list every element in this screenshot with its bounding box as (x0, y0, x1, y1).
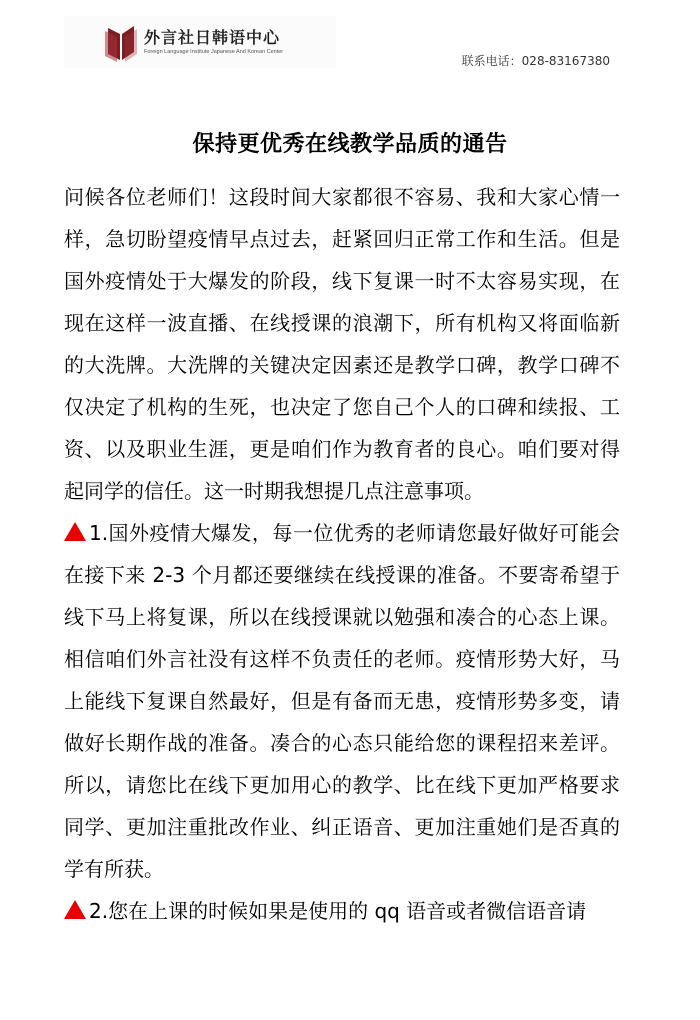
point-2-paragraph (64, 890, 620, 932)
point-1-paragraph (64, 512, 620, 890)
document-body (64, 176, 620, 932)
book-logo-icon (104, 22, 138, 62)
header-logo (64, 16, 336, 68)
logo-subtitle: Foreign Language Institute Japanese And Korean Center (144, 49, 284, 55)
logo-text (144, 28, 283, 56)
point-2-text: 2.您在上课的时候如果是使用的 qq 语音或者微信语音请 (89, 899, 587, 923)
document-title: 保持更优秀在线教学品质的通告 (192, 132, 508, 157)
point-1-text: 1.国外疫情大爆发，每一位优秀的老师请您最好做好可能会在接下来 2-3 个月都还要继续在线授课的准备。不要寄希望于线下马上将复课，所以在线授课就以勉强和凑合的心态上课。相信咱们外言社没有这样不负责任的老师。疫情形势大好，马上能线下复课自然最好，但是有备而无患，疫情形势多变，请做好长期作战的准备。凑合的心态只能给您的课程招来差评。所以，请您比在线下更加用心的教学、比在线下更加严格要求同学、更加注重批改作业、纠正语音、更加注重她们是否真的学有所获。 (64, 521, 620, 881)
red-triangle-icon (64, 900, 86, 919)
logo-title: 外言社日韩语中心 (144, 28, 281, 47)
contact-phone: 联系电话：028-83167380 (461, 54, 610, 68)
red-triangle-icon (64, 522, 86, 541)
intro-paragraph: 问候各位老师们！这段时间大家都很不容易、我和大家心情一样，急切盼望疫情早点过去，赶紧回归正常工作和生活。但是国外疫情处于大爆发的阶段，线下复课一时不太容易实现，在现在这样一波直播、在线授课的浪潮下，所有机构又将面临新的大洗牌。大洗牌的关键决定因素还是教学口碑，教学口碑不仅决定了机构的生死，也决定了您自己个人的口碑和续报、工资、以及职业生涯，更是咱们作为教育者的良心。咱们要对得起同学的信任。这一时期我想提几点注意事项。 (64, 185, 620, 503)
